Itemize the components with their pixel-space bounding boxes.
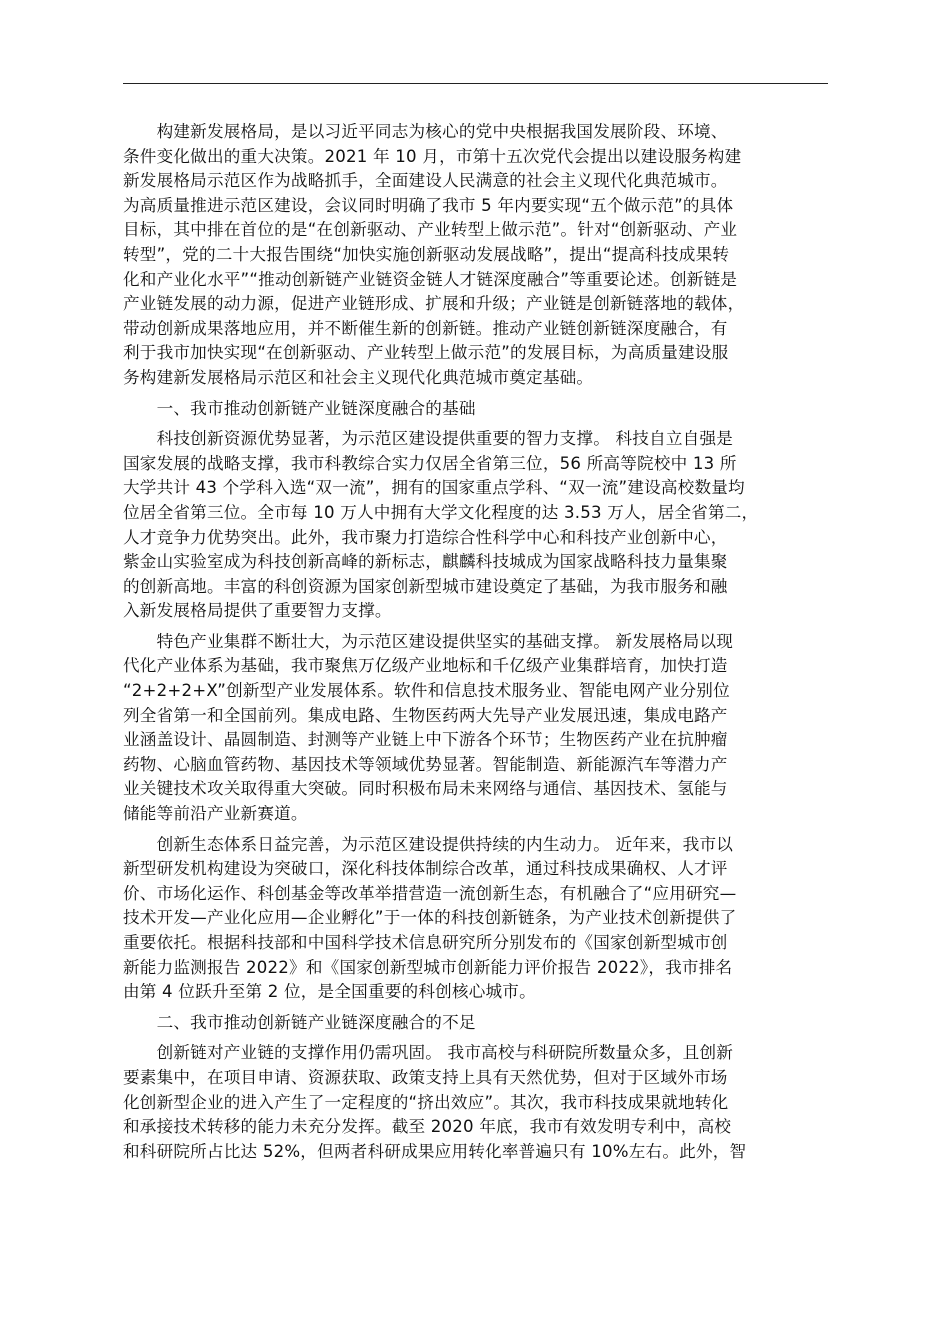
text-line: 位居全省第三位。全市每 10 万人中拥有大学文化程度的达 3.53 万人，居全省第二， [123, 502, 759, 522]
heading-text: 一、我市推动创新链产业链深度融合的基础 [123, 398, 476, 418]
text-line: 创新链对产业链的支撑作用仍需巩固。 我市高校与科研院所数量众多，且创新 [123, 1043, 734, 1063]
text-line: 人才竞争力优势突出。此外，我市聚力打造综合性科学中心和科技产业创新中心， [123, 527, 728, 547]
text-line: 新型研发机构建设为突破口，深化科技体制综合改革，通过科技成果确权、人才评 [123, 859, 728, 879]
heading-text: 二、我市推动创新链产业链深度融合的不足 [123, 1012, 476, 1032]
text-line: 紫金山实验室成为科技创新高峰的新标志，麒麟科技城成为国家战略科技力量集聚 [123, 552, 728, 572]
text-line: 特色产业集群不断壮大，为示范区建设提供坚实的基础支撑。 新发展格局以现 [123, 631, 734, 651]
paragraph-tech-resources [123, 427, 829, 624]
text-line: 重要依托。根据科技部和中国科学技术信息研究所分别发布的《国家创新型城市创 [123, 933, 728, 952]
text-line: 价、市场化运作、科创基金等改革举措营造一流创新生态，有机融合了“应用研究— [123, 883, 737, 903]
text-line: 创新生态体系日益完善，为示范区建设提供持续的内生动力。 近年来，我市以 [123, 834, 734, 854]
header-divider [123, 83, 828, 84]
text-line: 由第 4 位跃升至第 2 位，是全国重要的科创核心城市。 [123, 982, 536, 1002]
text-line: 构建新发展格局，是以习近平同志为核心的党中央根据我国发展阶段、环境、 [123, 122, 728, 141]
text-line: 储能等前沿产业新赛道。 [123, 804, 308, 824]
text-line: 大学共计 43 个学科入选“双一流”，拥有的国家重点学科、“双一流”建设高校数量均 [123, 478, 745, 498]
text-line: 利于我市加快实现“在创新驱动、产业转型上做示范”的发展目标，为高质量建设服 [123, 343, 729, 363]
text-line: 的创新高地。丰富的科创资源为国家创新型城市建设奠定了基础，为我市服务和融 [123, 576, 728, 596]
text-line: 业涵盖设计、晶圆制造、封测等产业链上中下游各个环节；生物医药产业在抗肿瘤 [123, 730, 728, 750]
section-heading-1 [123, 397, 829, 422]
text-line: 代化产业体系为基础，我市聚焦万亿级产业地标和千亿级产业集群培育，加快打造 [123, 656, 728, 676]
text-line: “2+2+2+X”创新型产业发展体系。软件和信息技术服务业、智能电网产业分别位 [123, 681, 730, 701]
document-body [123, 120, 829, 1170]
text-line: 转型”，党的二十大报告围绕“加快实施创新驱动发展战略”，提出“提高科技成果转 [123, 244, 730, 264]
paragraph-industry-clusters [123, 630, 829, 827]
text-line: 列全省第一和全国前列。集成电路、生物医药两大先导产业发展迅速，集成电路产 [123, 705, 728, 725]
section-heading-2 [123, 1011, 829, 1036]
text-line: 新能力监测报告 2022》和《国家创新型城市创新能力评价报告 2022》，我市排名 [123, 957, 733, 977]
text-line: 入新发展格局提供了重要智力支撑。 [123, 601, 392, 621]
text-line: 和科研院所占比达 52%，但两者科研成果应用转化率普遍只有 10%左右。此外，智 [123, 1141, 747, 1161]
text-line: 科技创新资源优势显著，为示范区建设提供重要的智力支撑。 科技自立自强是 [123, 429, 734, 449]
text-line: 新发展格局示范区作为战略抓手，全面建设人民满意的社会主义现代化典范城市。 [123, 171, 728, 191]
text-line: 产业链发展的动力源，促进产业链形成、扩展和升级；产业链是创新链落地的载体， [123, 294, 745, 314]
text-line: 国家发展的战略支撑，我市科教综合实力仅居全省第三位，56 所高等院校中 13 所 [123, 453, 737, 473]
text-line: 和承接技术转移的能力未充分发挥。截至 2020 年底，我市有效发明专利中，高校 [123, 1117, 732, 1137]
text-line: 要素集中，在项目申请、资源获取、政策支持上具有天然优势，但对于区域外市场 [123, 1067, 728, 1087]
text-line: 条件变化做出的重大决策。2021 年 10 月，市第十五次党代会提出以建设服务构建 [123, 146, 742, 166]
paragraph-support-gaps [123, 1041, 829, 1164]
paragraph-innovation-ecosystem [123, 833, 829, 1005]
text-line: 带动创新成果落地应用，并不断催生新的创新链。推动产业链创新链深度融合，有 [123, 318, 728, 338]
paragraph-intro [123, 120, 829, 391]
text-line: 目标，其中排在首位的是“在创新驱动、产业转型上做示范”。针对“创新驱动、产业 [123, 220, 738, 240]
text-line: 化和产业化水平”“推动创新链产业链资金链人才链深度融合”等重要论述。创新链是 [123, 269, 738, 289]
text-line: 化创新型企业的进入产生了一定程度的“挤出效应”。其次，我市科技成果就地转化 [123, 1092, 729, 1112]
text-line: 业关键技术攻关取得重大突破。同时积极布局未来网络与通信、基因技术、氢能与 [123, 779, 728, 799]
text-line: 技术开发—产业化应用—企业孵化”于一体的科技创新链条，为产业技术创新提供了 [123, 908, 737, 928]
text-line: 为高质量推进示范区建设，会议同时明确了我市 5 年内要实现“五个做示范”的具体 [123, 195, 734, 215]
text-line: 务构建新发展格局示范区和社会主义现代化典范城市奠定基础。 [123, 367, 594, 387]
text-line: 药物、心脑血管药物、基因技术等领域优势显著。智能制造、新能源汽车等潜力产 [123, 754, 728, 774]
